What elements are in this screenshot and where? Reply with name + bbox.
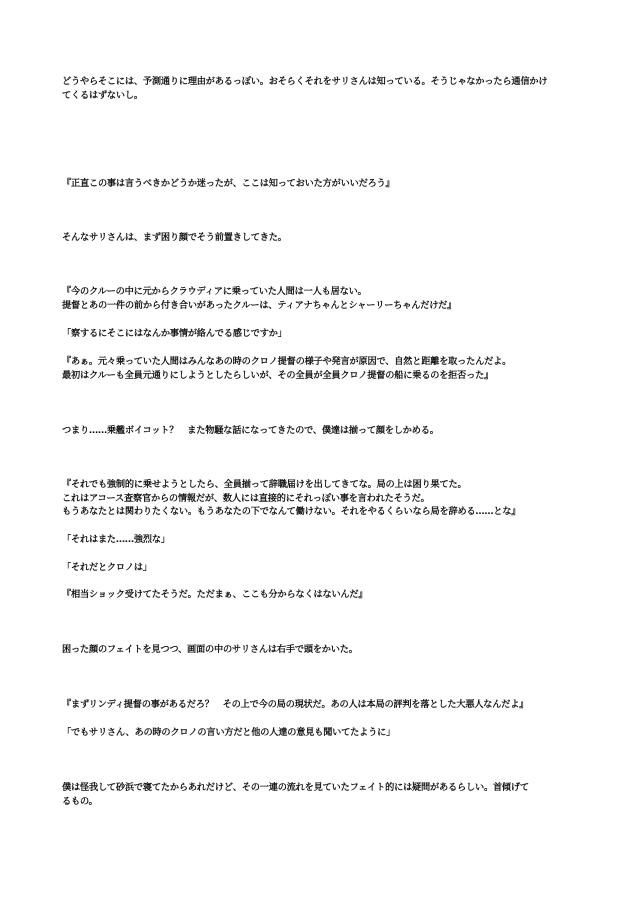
text-line: 僕は怪我して砂浜で寝てたからあれだけど、その一連の流れを見ていたフェイト的には疑問があるらしい。首傾げて bbox=[62, 782, 529, 793]
dialogue-paragraph bbox=[62, 355, 582, 382]
dialogue-paragraph bbox=[62, 177, 582, 191]
text-line: そんなサリさんは、まず困り顔でそう前置きしてきた。 bbox=[62, 232, 287, 243]
text-line: 「それはまた……強烈な」 bbox=[62, 534, 170, 545]
narration-paragraph bbox=[62, 643, 582, 657]
dialogue-paragraph bbox=[62, 726, 582, 740]
text-line: つまり……乗艦ボイコット？ また物騒な話になってきたので、僕達は揃って顔をしかめる。 bbox=[62, 425, 439, 436]
dialogue-paragraph bbox=[62, 327, 582, 341]
text-line: 最初はクルーも全員元通りにしようとしたらしいが、その全員が全員クロノ提督の船に乗るのを拒否った』 bbox=[62, 369, 494, 381]
dialogue-paragraph bbox=[62, 478, 582, 519]
text-line: 「でもサリさん、あの時のクロノの言い方だと他の人達の意見も聞いてたように」 bbox=[62, 727, 396, 738]
text-line: もうあなたとは関わりたくない。もうあなたの下でなんて働けない。それをやるくらいなら局を辞める……とな』 bbox=[62, 506, 521, 517]
text-line: どうやらそこには、予測通りに理由があるっぽい。おそらくそれをサリさんは知っている。そうじゃなかったら通信かけ bbox=[62, 76, 548, 87]
dialogue-paragraph bbox=[62, 588, 582, 602]
narration-paragraph bbox=[62, 75, 582, 102]
narration-paragraph bbox=[62, 781, 582, 808]
dialogue-paragraph bbox=[62, 285, 582, 312]
text-line: これはアコース査察官からの情報だが、数人には直接的にそれっぽい事を言われたそうだ。 bbox=[62, 492, 430, 504]
text-line: 「察するにそこにはなんか事情が絡んでる感じですか」 bbox=[62, 328, 287, 339]
text-line: るもの。 bbox=[62, 795, 98, 807]
text-line: 『正直この事は言うべきかどうか迷ったが、ここは知っておいた方がいいだろう』 bbox=[62, 178, 395, 189]
text-line: 『あぁ。元々乗っていた人間はみんなあの時のクロノ提督の様子や発言が原因で、自然と距離を取ったんだよ。 bbox=[62, 356, 512, 367]
text-line: 「それだとクロノは」 bbox=[62, 562, 152, 573]
dialogue-paragraph bbox=[62, 533, 582, 547]
dialogue-paragraph bbox=[62, 561, 582, 575]
dialogue-paragraph bbox=[62, 698, 582, 712]
narration-paragraph bbox=[62, 231, 582, 245]
text-line: 『今のクルーの中に元からクラウディアに乗っていた人間は一人も居ない。 bbox=[62, 286, 367, 297]
text-line: 『相当ショック受けてたそうだ。ただまぁ、ここも分からなくはないんだ』 bbox=[62, 589, 368, 600]
text-line: てくるはずないし。 bbox=[62, 89, 143, 101]
text-line: 提督とあの一件の前から付き合いがあったクルーは、ティアナちゃんとシャーリーちゃんだけだ』 bbox=[62, 299, 457, 311]
text-line: 『まずリンディ提督の事があるだろ？ その上で今の局の現状だ。あの人は本局の評判を落とした大悪人なんだよ』 bbox=[62, 699, 529, 710]
narration-paragraph bbox=[62, 424, 582, 438]
text-line: 『それでも強制的に乗せようとしたら、全員揃って辞職届けを出してきてな。局の上は困り果てた。 bbox=[62, 479, 467, 490]
text-line: 困った顔のフェイトを見つつ、画面の中のサリさんは右手で頭をかいた。 bbox=[62, 644, 358, 655]
